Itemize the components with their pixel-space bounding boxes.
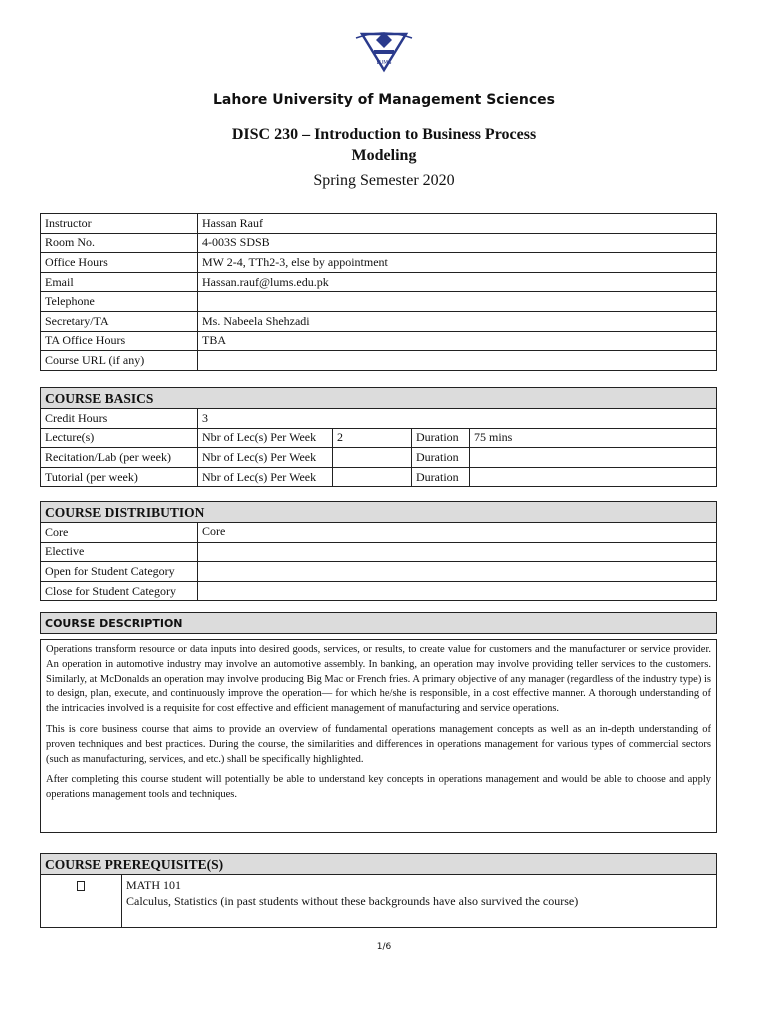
info-value <box>198 292 717 312</box>
info-row <box>41 233 717 253</box>
basics-label: Tutorial (per week) <box>41 467 198 487</box>
bullet-box-icon <box>77 881 85 891</box>
course-basics-table <box>40 387 717 487</box>
info-value <box>198 351 717 371</box>
info-value: TBA <box>198 331 717 351</box>
prerequisite-row <box>41 875 717 928</box>
info-row <box>41 311 717 331</box>
distribution-label: Core <box>41 523 198 543</box>
info-row <box>41 214 717 234</box>
distribution-value <box>198 581 717 601</box>
nbr-value <box>333 448 412 468</box>
distribution-value: Core <box>198 523 717 543</box>
info-value: Hassan.rauf@lums.edu.pk <box>198 272 717 292</box>
description-paragraph: Operations transform resource or data inputs into desired goods, services, or results, to create value for customers and the manufacturer or service provider. An operation in automotive industry may involve an automotive assembly. In banking, an operation may involve providing teller services to the customers. Similarly, at McDonalds an operation may involve producing Big Mac or French fries. A primary objective of any manager (regardless of the industry type) is to design, plan, execute, and continuously improve the operation— for which he/she is responsible, in a cost effective manner. A thorough understanding of the intricacies involved is a requisite for cost effective and efficient management of manufacturing and service operations. <box>46 644 711 715</box>
info-row <box>41 253 717 273</box>
basics-row <box>41 428 717 448</box>
lums-logo-icon <box>352 26 416 76</box>
nbr-value <box>333 467 412 487</box>
info-row <box>41 351 717 371</box>
duration-label: Duration <box>412 428 470 448</box>
distribution-row <box>41 523 717 543</box>
university-name: Lahore University of Management Sciences <box>213 92 555 108</box>
course-title <box>0 124 768 166</box>
course-distribution-heading: COURSE DISTRIBUTION <box>41 502 717 523</box>
prerequisite-detail: Calculus, Statistics (in past students without these backgrounds have also survived the course) <box>126 894 579 908</box>
distribution-value <box>198 562 717 582</box>
course-title-line2: Modeling <box>351 147 417 164</box>
basics-row <box>41 409 717 429</box>
logo-text: LUMS <box>376 60 392 66</box>
prerequisite-cell <box>122 875 717 928</box>
info-value: Hassan Rauf <box>198 214 717 234</box>
info-label: Room No. <box>41 233 198 253</box>
credit-hours-value: 3 <box>198 409 717 429</box>
duration-value <box>470 448 717 468</box>
distribution-label: Elective <box>41 542 198 562</box>
course-basics-heading: COURSE BASICS <box>41 388 717 409</box>
basics-label: Recitation/Lab (per week) <box>41 448 198 468</box>
course-prerequisites-heading: COURSE PREREQUISITE(S) <box>41 854 717 875</box>
basics-label: Lecture(s) <box>41 428 198 448</box>
info-value: MW 2-4, TTh2-3, else by appointment <box>198 253 717 273</box>
info-value: Ms. Nabeela Shehzadi <box>198 311 717 331</box>
distribution-value <box>198 542 717 562</box>
distribution-row <box>41 581 717 601</box>
instructor-info-table <box>40 213 717 371</box>
info-value: 4-003S SDSB <box>198 233 717 253</box>
info-label: Email <box>41 272 198 292</box>
description-paragraph: After completing this course student will potentially be able to understand key concepts in operations management and would be able to choose and apply operations management tools and techniques. <box>46 774 711 801</box>
prerequisite-bullet-cell <box>41 875 122 928</box>
nbr-value: 2 <box>333 428 412 448</box>
duration-value: 75 mins <box>470 428 717 448</box>
info-label: TA Office Hours <box>41 331 198 351</box>
lums-logo <box>352 26 416 76</box>
info-label: Telephone <box>41 292 198 312</box>
description-paragraph: This is core business course that aims to provide an overview of fundamental operations management concepts as well as an in-depth understanding of proven techniques and best practices. During the course, the similarities and differences in operations management for various types of commercial sectors (such as manufacturing, services, and etc.) shall be specifically highlighted. <box>46 723 711 765</box>
basics-row <box>41 467 717 487</box>
course-description-heading: COURSE DESCRIPTION <box>41 613 717 634</box>
duration-label: Duration <box>412 467 470 487</box>
info-row <box>41 272 717 292</box>
info-label: Secretary/TA <box>41 311 198 331</box>
info-label: Instructor <box>41 214 198 234</box>
page-number: 1/6 <box>376 942 392 952</box>
course-distribution-table <box>40 501 717 601</box>
credit-hours-label: Credit Hours <box>41 409 198 429</box>
info-row <box>41 331 717 351</box>
distribution-label: Close for Student Category <box>41 581 198 601</box>
nbr-label: Nbr of Lec(s) Per Week <box>198 428 333 448</box>
course-description <box>40 639 717 833</box>
course-prerequisites-table <box>40 853 717 928</box>
prerequisite-course: MATH 101 <box>126 878 182 892</box>
info-row <box>41 292 717 312</box>
info-label: Course URL (if any) <box>41 351 198 371</box>
course-title-line1: DISC 230 – Introduction to Business Process <box>231 126 537 143</box>
nbr-label: Nbr of Lec(s) Per Week <box>198 448 333 468</box>
distribution-row <box>41 542 717 562</box>
distribution-label: Open for Student Category <box>41 562 198 582</box>
info-label: Office Hours <box>41 253 198 273</box>
nbr-label: Nbr of Lec(s) Per Week <box>198 467 333 487</box>
distribution-row <box>41 562 717 582</box>
duration-label: Duration <box>412 448 470 468</box>
basics-row <box>41 448 717 468</box>
duration-value <box>470 467 717 487</box>
semester: Spring Semester 2020 <box>313 172 455 189</box>
course-description-heading-table <box>40 612 717 634</box>
